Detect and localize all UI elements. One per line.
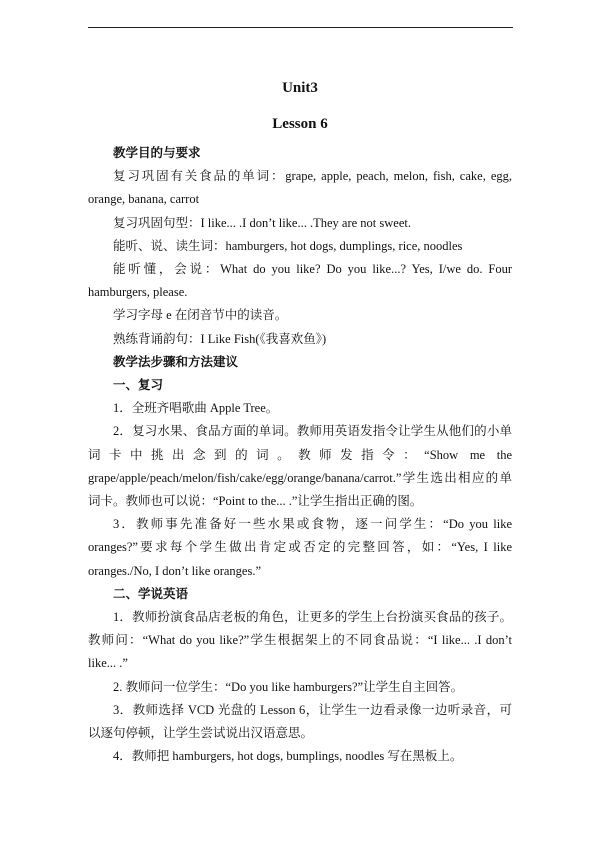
section-heading-learn: 二、学说英语: [113, 586, 189, 601]
lesson-title: Lesson 6: [272, 116, 328, 132]
learn-step: 1．教师扮演食品店老板的角色，让更多的学生上台扮演买食品的孩子。教师问：“What do you like?”学生根据架上的不同食品说：“I like... .I don’t like... .”: [88, 610, 512, 671]
learn-step: 4．教师把 hamburgers, hot dogs, bumplings, noodles 写在黑板上。: [113, 749, 463, 764]
header-rule: [88, 27, 513, 28]
objective-item: 复习巩固有关食品的单词：grape, apple, peach, melon, fish, cake, egg, orange, banana, carrot: [88, 169, 512, 207]
objectives-heading: 教学目的与要求: [113, 146, 201, 160]
section-heading-review: 一、复习: [113, 378, 164, 393]
unit-title: Unit3: [282, 80, 318, 96]
objective-item: 复习巩固句型：I like... .I don’t like... .They are not sweet.: [113, 215, 411, 230]
objective-item: 能听、说、读生词：hamburgers, hot dogs, dumplings, rice, noodles: [113, 238, 463, 253]
learn-step: 3．教师选择 VCD 光盘的 Lesson 6，让学生一边看录像一边听录音，可以逐句停顿，让学生尝试说出汉语意思。: [88, 702, 512, 741]
objective-item: 学习字母 e 在闭音节中的读音。: [113, 308, 288, 323]
document-body: [88, 78, 512, 768]
review-step: 3．教师事先准备好一些水果或食物，逐一问学生：“Do you like oranges?”要求每个学生做出肯定或否定的完整回答，如：“Yes, I like oranges./No, I don’t like oranges.”: [88, 517, 512, 578]
objective-item: 能听懂，会说：What do you like? Do you like...? Yes, I/we do. Four hamburgers, please.: [88, 262, 512, 300]
review-step: 2．复习水果、食品方面的单词。教师用英语发指令让学生从他们的小单词卡中挑出念到的词。教师发指令：“Show me the grape/apple/peach/melon/fish/cake/egg/orange/banana/carrot.”学生选出相应的单词卡。教师也可以说：“Point to the... .”让学生指出正确的图。: [88, 424, 512, 509]
objective-item: 熟练背诵韵句：I Like Fish(《我喜欢鱼》): [113, 331, 327, 346]
steps-heading: 教学法步骤和方法建议: [113, 354, 239, 369]
review-step: 1．全班齐唱歌曲 Apple Tree。: [113, 401, 279, 416]
learn-step: 2. 教师问一位学生：“Do you like hamburgers?”让学生自主回答。: [113, 679, 464, 694]
